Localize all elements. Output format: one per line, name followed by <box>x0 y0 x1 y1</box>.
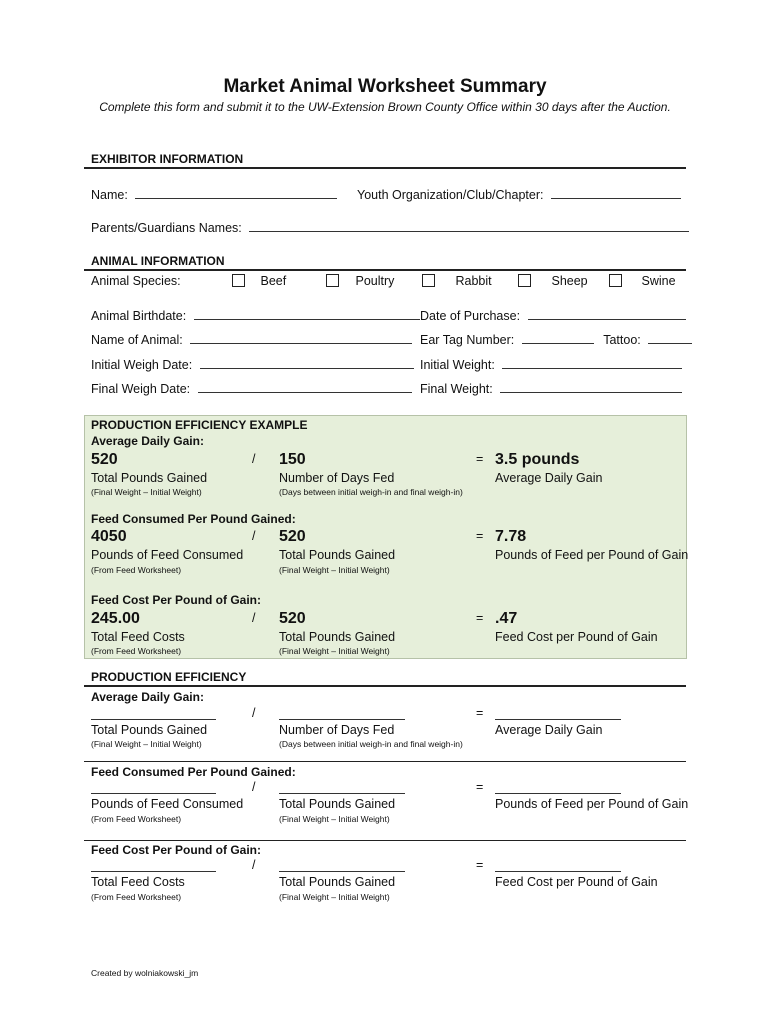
example-cost-title: Feed Cost Per Pound of Gain: <box>91 593 262 607</box>
example-adg-l2: Number of Days Fed <box>279 471 395 485</box>
exhibitor-parents-row <box>91 220 689 235</box>
animal-name-field[interactable] <box>190 332 412 344</box>
example-fc-result: 7.78 <box>495 528 527 545</box>
animal-name-row <box>91 332 412 347</box>
beef-checkbox[interactable] <box>232 274 245 287</box>
eff-fc-field2[interactable] <box>279 782 405 794</box>
eartag-field[interactable] <box>522 332 594 344</box>
final-date-row <box>91 381 412 396</box>
example-fc-s1: (From Feed Worksheet) <box>91 565 182 575</box>
eff-adg-divider <box>84 761 686 762</box>
example-cost-v1: 245.00 <box>91 610 140 627</box>
species-swine[interactable] <box>609 274 676 288</box>
example-adg-l3: Average Daily Gain <box>495 471 603 485</box>
eartag-row <box>420 332 692 347</box>
init-date-field[interactable] <box>200 357 414 369</box>
example-adg-equals: = <box>476 452 484 466</box>
species-poultry[interactable] <box>326 274 394 288</box>
eff-fc-s2: (Final Weight – Initial Weight) <box>279 814 390 824</box>
example-adg-v2: 150 <box>279 451 306 468</box>
exhibitor-name-row <box>91 187 337 202</box>
eff-cost-title: Feed Cost Per Pound of Gain: <box>91 843 262 857</box>
birthdate-label: Animal Birthdate: <box>91 309 187 323</box>
eff-adg-field2[interactable] <box>279 708 405 720</box>
exhibitor-rule <box>84 167 686 169</box>
example-cost-result: .47 <box>495 610 518 627</box>
eff-cost-s2: (Final Weight – Initial Weight) <box>279 892 390 902</box>
example-cost-v2: 520 <box>279 610 306 627</box>
example-fc-l2: Total Pounds Gained <box>279 548 396 562</box>
init-weight-field[interactable] <box>502 357 682 369</box>
example-fc-s2: (Final Weight – Initial Weight) <box>279 565 390 575</box>
beef-label: Beef <box>260 274 287 288</box>
example-adg-l1: Total Pounds Gained <box>91 471 208 485</box>
eff-cost-l3: Feed Cost per Pound of Gain <box>495 875 658 889</box>
eff-fc-s1: (From Feed Worksheet) <box>91 814 182 824</box>
purchase-row <box>420 308 686 323</box>
example-cost-l3: Feed Cost per Pound of Gain <box>495 630 658 644</box>
sheep-label: Sheep <box>551 274 588 288</box>
birthdate-row <box>91 308 420 323</box>
rabbit-label: Rabbit <box>455 274 492 288</box>
example-fc-v2: 520 <box>279 528 306 545</box>
eff-adg-s2: (Days between initial weigh-in and final weigh-in) <box>279 739 463 749</box>
page-title: Market Animal Worksheet Summary <box>223 76 547 97</box>
example-fc-equals: = <box>476 529 484 543</box>
final-date-field[interactable] <box>198 381 412 393</box>
eff-adg-s1: (Final Weight – Initial Weight) <box>91 739 202 749</box>
purchase-label: Date of Purchase: <box>420 309 521 323</box>
example-panel <box>84 415 687 659</box>
exhibitor-parents-field[interactable] <box>249 220 689 232</box>
example-cost-s1: (From Feed Worksheet) <box>91 646 182 656</box>
animal-name-label: Name of Animal: <box>91 333 183 347</box>
efficiency-heading: PRODUCTION EFFICIENCY <box>91 670 247 684</box>
eff-adg-field1[interactable] <box>91 708 216 720</box>
final-weight-row <box>420 381 682 396</box>
eff-cost-result-field[interactable] <box>495 860 621 872</box>
example-fc-l3: Pounds of Feed per Pound of Gain <box>495 548 689 562</box>
init-date-row <box>91 357 414 372</box>
swine-checkbox[interactable] <box>609 274 622 287</box>
eff-adg-result-field[interactable] <box>495 708 621 720</box>
example-fc-l1: Pounds of Feed Consumed <box>91 548 244 562</box>
animal-rule <box>84 269 686 271</box>
example-cost-s2: (Final Weight – Initial Weight) <box>279 646 390 656</box>
exhibitor-org-label: Youth Organization/Club/Chapter: <box>357 188 544 202</box>
eff-fc-title: Feed Consumed Per Pound Gained: <box>91 765 296 779</box>
exhibitor-org-row <box>357 187 681 202</box>
example-fc-title: Feed Consumed Per Pound Gained: <box>91 512 296 526</box>
purchase-field[interactable] <box>528 308 686 320</box>
example-fc-divide: / <box>252 529 256 543</box>
page-subtitle: Complete this form and submit it to the UW-Extension Brown County Office within 30 days after the Auction. <box>99 100 671 114</box>
eff-fc-l1: Pounds of Feed Consumed <box>91 797 244 811</box>
animal-heading: ANIMAL INFORMATION <box>91 254 225 268</box>
eff-cost-s1: (From Feed Worksheet) <box>91 892 182 902</box>
example-cost-l1: Total Feed Costs <box>91 630 185 644</box>
eff-adg-l2: Number of Days Fed <box>279 723 395 737</box>
eff-cost-equals: = <box>476 858 484 872</box>
eff-adg-l3: Average Daily Gain <box>495 723 603 737</box>
init-weight-label: Initial Weight: <box>420 358 495 372</box>
eff-cost-field1[interactable] <box>91 860 216 872</box>
final-weight-field[interactable] <box>500 381 682 393</box>
example-adg-v1: 520 <box>91 451 118 468</box>
eff-cost-field2[interactable] <box>279 860 405 872</box>
birthdate-field[interactable] <box>194 308 420 320</box>
tattoo-field[interactable] <box>648 332 692 344</box>
eff-adg-divide: / <box>252 706 256 720</box>
sheep-checkbox[interactable] <box>518 274 531 287</box>
example-adg-result: 3.5 pounds <box>495 451 580 468</box>
species-sheep[interactable] <box>518 274 588 288</box>
eff-adg-equals: = <box>476 706 484 720</box>
exhibitor-name-label: Name: <box>91 188 128 202</box>
poultry-label: Poultry <box>355 274 395 288</box>
poultry-checkbox[interactable] <box>326 274 339 287</box>
eff-fc-l2: Total Pounds Gained <box>279 797 396 811</box>
example-adg-s2: (Days between initial weigh-in and final weigh-in) <box>279 487 463 497</box>
exhibitor-org-field[interactable] <box>551 187 681 199</box>
eff-fc-divider <box>84 840 686 841</box>
rabbit-checkbox[interactable] <box>422 274 435 287</box>
species-label: Animal Species: <box>91 274 181 288</box>
eff-fc-result-field[interactable] <box>495 782 621 794</box>
eff-fc-field1[interactable] <box>91 782 216 794</box>
exhibitor-name-field[interactable] <box>135 187 337 199</box>
eff-cost-divide: / <box>252 858 256 872</box>
init-date-label: Initial Weigh Date: <box>91 358 193 372</box>
species-rabbit[interactable] <box>422 274 492 288</box>
example-cost-l2: Total Pounds Gained <box>279 630 396 644</box>
eff-fc-divide: / <box>252 780 256 794</box>
exhibitor-heading: EXHIBITOR INFORMATION <box>91 152 244 166</box>
species-beef[interactable] <box>232 274 286 288</box>
swine-label: Swine <box>641 274 676 288</box>
final-date-label: Final Weigh Date: <box>91 382 191 396</box>
tattoo-label: Tattoo: <box>603 333 641 347</box>
exhibitor-parents-label: Parents/Guardians Names: <box>91 221 242 235</box>
eff-cost-l1: Total Feed Costs <box>91 875 185 889</box>
efficiency-rule <box>84 685 686 687</box>
example-cost-equals: = <box>476 611 484 625</box>
example-adg-divide: / <box>252 452 256 466</box>
example-heading: PRODUCTION EFFICIENCY EXAMPLE <box>91 418 308 432</box>
final-weight-label: Final Weight: <box>420 382 493 396</box>
eff-fc-equals: = <box>476 780 484 794</box>
eff-adg-title: Average Daily Gain: <box>91 690 204 704</box>
eff-adg-l1: Total Pounds Gained <box>91 723 208 737</box>
eff-cost-l2: Total Pounds Gained <box>279 875 396 889</box>
example-adg-title: Average Daily Gain: <box>91 434 204 448</box>
init-weight-row <box>420 357 682 372</box>
footer-credit: Created by wolniakowski_jm <box>91 968 199 978</box>
eff-fc-l3: Pounds of Feed per Pound of Gain <box>495 797 689 811</box>
example-adg-s1: (Final Weight – Initial Weight) <box>91 487 202 497</box>
eartag-label: Ear Tag Number: <box>420 333 515 347</box>
example-cost-divide: / <box>252 611 256 625</box>
example-fc-v1: 4050 <box>91 528 127 545</box>
